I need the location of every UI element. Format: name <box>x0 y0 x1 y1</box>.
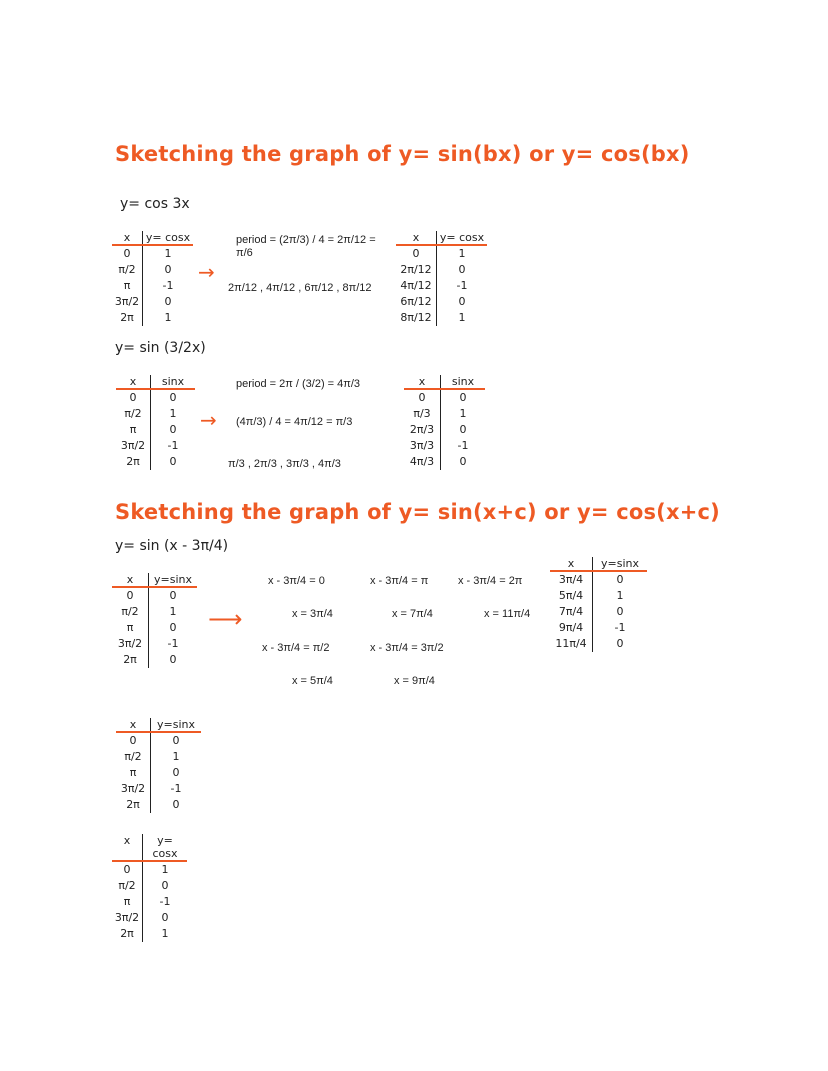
equation: x = 11π/4 <box>484 608 531 620</box>
equation: x = 9π/4 <box>394 675 435 687</box>
table-row <box>404 422 485 438</box>
table-cell: π/2 <box>112 262 143 278</box>
table-cell: 0 <box>616 637 624 650</box>
table-cell: 0 <box>169 391 177 404</box>
table-cell: 0 <box>169 423 177 436</box>
example-label-cos3x: y= cos 3x <box>120 196 190 212</box>
table-cell: 3π/2 <box>116 781 151 797</box>
column-header: sinx <box>451 375 475 388</box>
section-title-phase-shift: Sketching the graph of y= sin(x+c) or y= cos(x+c) <box>115 500 720 524</box>
table-cell: 3π/2 <box>112 294 143 310</box>
table-cell: 0 <box>164 263 172 276</box>
column-header: y=sinx <box>601 557 639 570</box>
table-cell: 0 <box>169 653 177 666</box>
table-cell: 7π/4 <box>550 604 593 620</box>
table-row <box>112 294 193 310</box>
table-cell: 11π/4 <box>550 636 593 652</box>
table-cell: 0 <box>458 295 466 308</box>
table-row <box>116 406 195 422</box>
table-cell: 3π/4 <box>550 572 593 588</box>
period-calculation: period = (2π/3) / 4 = 2π/12 = π/6 <box>236 234 376 259</box>
table-cell: 0 <box>616 573 624 586</box>
table-cell: 0 <box>169 589 177 602</box>
table-cell: 3π/2 <box>116 438 151 454</box>
arrow-icon: ⟶ <box>208 605 243 633</box>
table-row <box>112 604 197 620</box>
table-cell: -1 <box>159 895 171 908</box>
equation: x - 3π/4 = 0 <box>268 575 325 587</box>
table-row <box>112 262 193 278</box>
table-row <box>396 246 487 262</box>
table-cell: 6π/12 <box>396 294 437 310</box>
table-cell: 9π/4 <box>550 620 593 636</box>
column-header: x <box>550 557 593 570</box>
table-row <box>112 878 187 894</box>
table-cell: 2π <box>112 926 143 942</box>
example-label-sin32x: y= sin (3/2x) <box>115 340 206 356</box>
value-table-sin-shifted <box>550 557 647 652</box>
table-header <box>116 718 201 733</box>
table-cell: π <box>116 422 151 438</box>
table-row <box>116 422 195 438</box>
table-row <box>550 588 647 604</box>
table-cell: -1 <box>456 279 468 292</box>
column-header: y=sinx <box>157 718 195 731</box>
table-row <box>112 862 187 878</box>
table-header <box>112 834 187 862</box>
column-header: x <box>116 375 151 388</box>
table-cell: 0 <box>169 621 177 634</box>
value-table-sin <box>116 718 201 813</box>
table-cell: -1 <box>614 621 626 634</box>
table-cell: 3π/3 <box>404 438 441 454</box>
column-header: x <box>396 231 437 244</box>
table-row <box>112 910 187 926</box>
table-row <box>112 620 197 636</box>
table-cell: 0 <box>112 862 143 878</box>
table-cell: 1 <box>161 927 169 940</box>
table-row <box>112 588 197 604</box>
table-row <box>404 454 485 470</box>
table-cell: π <box>116 765 151 781</box>
table-cell: 1 <box>169 407 177 420</box>
table-cell: 2π <box>116 797 151 813</box>
table-cell: 0 <box>396 246 437 262</box>
table-cell: π/2 <box>116 749 151 765</box>
equation: x - 3π/4 = π <box>370 575 429 587</box>
equation: x - 3π/4 = π/2 <box>262 642 330 654</box>
table-cell: π <box>112 278 143 294</box>
table-cell: 0 <box>161 911 169 924</box>
table-header <box>112 573 197 588</box>
table-cell: 2π/3 <box>404 422 441 438</box>
table-cell: 1 <box>164 311 172 324</box>
table-row <box>550 620 647 636</box>
quarter-steps: π/3 , 2π/3 , 3π/3 , 4π/3 <box>228 458 341 470</box>
column-header: x <box>112 231 143 244</box>
table-cell: 1 <box>172 750 180 763</box>
table-cell: 5π/4 <box>550 588 593 604</box>
table-cell: -1 <box>162 279 174 292</box>
table-cell: 1 <box>458 247 466 260</box>
section-title-bx: Sketching the graph of y= sin(bx) or y= cos(bx) <box>115 142 690 166</box>
table-cell: π <box>112 894 143 910</box>
table-header <box>112 231 193 246</box>
table-cell: 2π <box>112 652 149 668</box>
equation: x - 3π/4 = 3π/2 <box>370 642 444 654</box>
table-cell: 0 <box>112 588 149 604</box>
table-cell: -1 <box>167 439 179 452</box>
table-cell: 0 <box>172 798 180 811</box>
column-header: y=sinx <box>154 573 192 586</box>
table-row <box>116 390 195 406</box>
value-table-sin-original <box>112 573 197 668</box>
table-cell: 3π/2 <box>112 636 149 652</box>
table-cell: 0 <box>458 263 466 276</box>
table-row <box>550 572 647 588</box>
table-cell: π <box>112 620 149 636</box>
table-row <box>396 294 487 310</box>
column-header: x <box>112 834 143 860</box>
table-row <box>112 310 193 326</box>
value-table-sin-original <box>116 375 195 470</box>
table-row <box>112 652 197 668</box>
table-cell: 1 <box>616 589 624 602</box>
table-cell: 0 <box>459 391 467 404</box>
table-header <box>396 231 487 246</box>
table-cell: 0 <box>404 390 441 406</box>
table-row <box>116 454 195 470</box>
column-header: y= cosx <box>439 231 485 244</box>
quarter-calculation: (4π/3) / 4 = 4π/12 = π/3 <box>236 416 353 428</box>
table-row <box>396 262 487 278</box>
table-row <box>396 278 487 294</box>
table-cell: -1 <box>457 439 469 452</box>
table-cell: 0 <box>116 390 151 406</box>
column-header: x <box>404 375 441 388</box>
table-cell: π/3 <box>404 406 441 422</box>
table-cell: π/2 <box>112 878 143 894</box>
table-row <box>116 797 201 813</box>
arrow-icon: → <box>198 260 215 284</box>
table-cell: π/2 <box>116 406 151 422</box>
table-cell: 0 <box>116 733 151 749</box>
table-cell: 0 <box>616 605 624 618</box>
table-cell: 0 <box>172 766 180 779</box>
column-header: x <box>116 718 151 731</box>
equation: x - 3π/4 = 2π <box>458 575 523 587</box>
table-cell: 0 <box>169 455 177 468</box>
equation: x = 7π/4 <box>392 608 433 620</box>
value-table-cos3x <box>396 231 487 326</box>
table-cell: 4π/12 <box>396 278 437 294</box>
table-row <box>112 246 193 262</box>
column-header: y= cosx <box>152 834 178 860</box>
table-header <box>550 557 647 572</box>
column-header: sinx <box>161 375 185 388</box>
table-cell: 0 <box>459 455 467 468</box>
table-cell: 0 <box>164 295 172 308</box>
table-row <box>116 781 201 797</box>
table-row <box>116 749 201 765</box>
equation: x = 3π/4 <box>292 608 333 620</box>
table-cell: 0 <box>161 879 169 892</box>
table-header <box>116 375 195 390</box>
table-cell: -1 <box>167 637 179 650</box>
table-header <box>404 375 485 390</box>
quarter-steps: 2π/12 , 4π/12 , 6π/12 , 8π/12 <box>228 282 372 294</box>
table-cell: 2π/12 <box>396 262 437 278</box>
table-cell: 1 <box>459 407 467 420</box>
table-cell: 0 <box>459 423 467 436</box>
table-row <box>116 438 195 454</box>
table-cell: -1 <box>170 782 182 795</box>
table-row <box>112 278 193 294</box>
table-row <box>112 636 197 652</box>
table-row <box>116 765 201 781</box>
table-cell: 2π <box>116 454 151 470</box>
table-row <box>550 604 647 620</box>
column-header: x <box>112 573 149 586</box>
table-row <box>396 310 487 326</box>
example-label-sin-shift: y= sin (x - 3π/4) <box>115 538 229 554</box>
table-cell: π/2 <box>112 604 149 620</box>
arrow-icon: → <box>200 408 217 432</box>
equation: x = 5π/4 <box>292 675 333 687</box>
table-row <box>404 390 485 406</box>
table-cell: 1 <box>164 247 172 260</box>
period-calculation: period = 2π / (3/2) = 4π/3 <box>236 378 361 390</box>
table-row <box>404 406 485 422</box>
table-cell: 0 <box>172 734 180 747</box>
table-row <box>404 438 485 454</box>
value-table-cos-original <box>112 231 193 326</box>
table-cell: 8π/12 <box>396 310 437 326</box>
table-cell: 4π/3 <box>404 454 441 470</box>
table-cell: 1 <box>169 605 177 618</box>
table-cell: 1 <box>458 311 466 324</box>
table-row <box>116 733 201 749</box>
table-cell: 3π/2 <box>112 910 143 926</box>
table-cell: 0 <box>112 246 143 262</box>
table-row <box>550 636 647 652</box>
value-table-sin32x <box>404 375 485 470</box>
table-cell: 1 <box>161 863 169 876</box>
table-cell: 2π <box>112 310 143 326</box>
table-row <box>112 926 187 942</box>
column-header: y= cosx <box>145 231 191 244</box>
table-row <box>112 894 187 910</box>
value-table-cos <box>112 834 187 942</box>
